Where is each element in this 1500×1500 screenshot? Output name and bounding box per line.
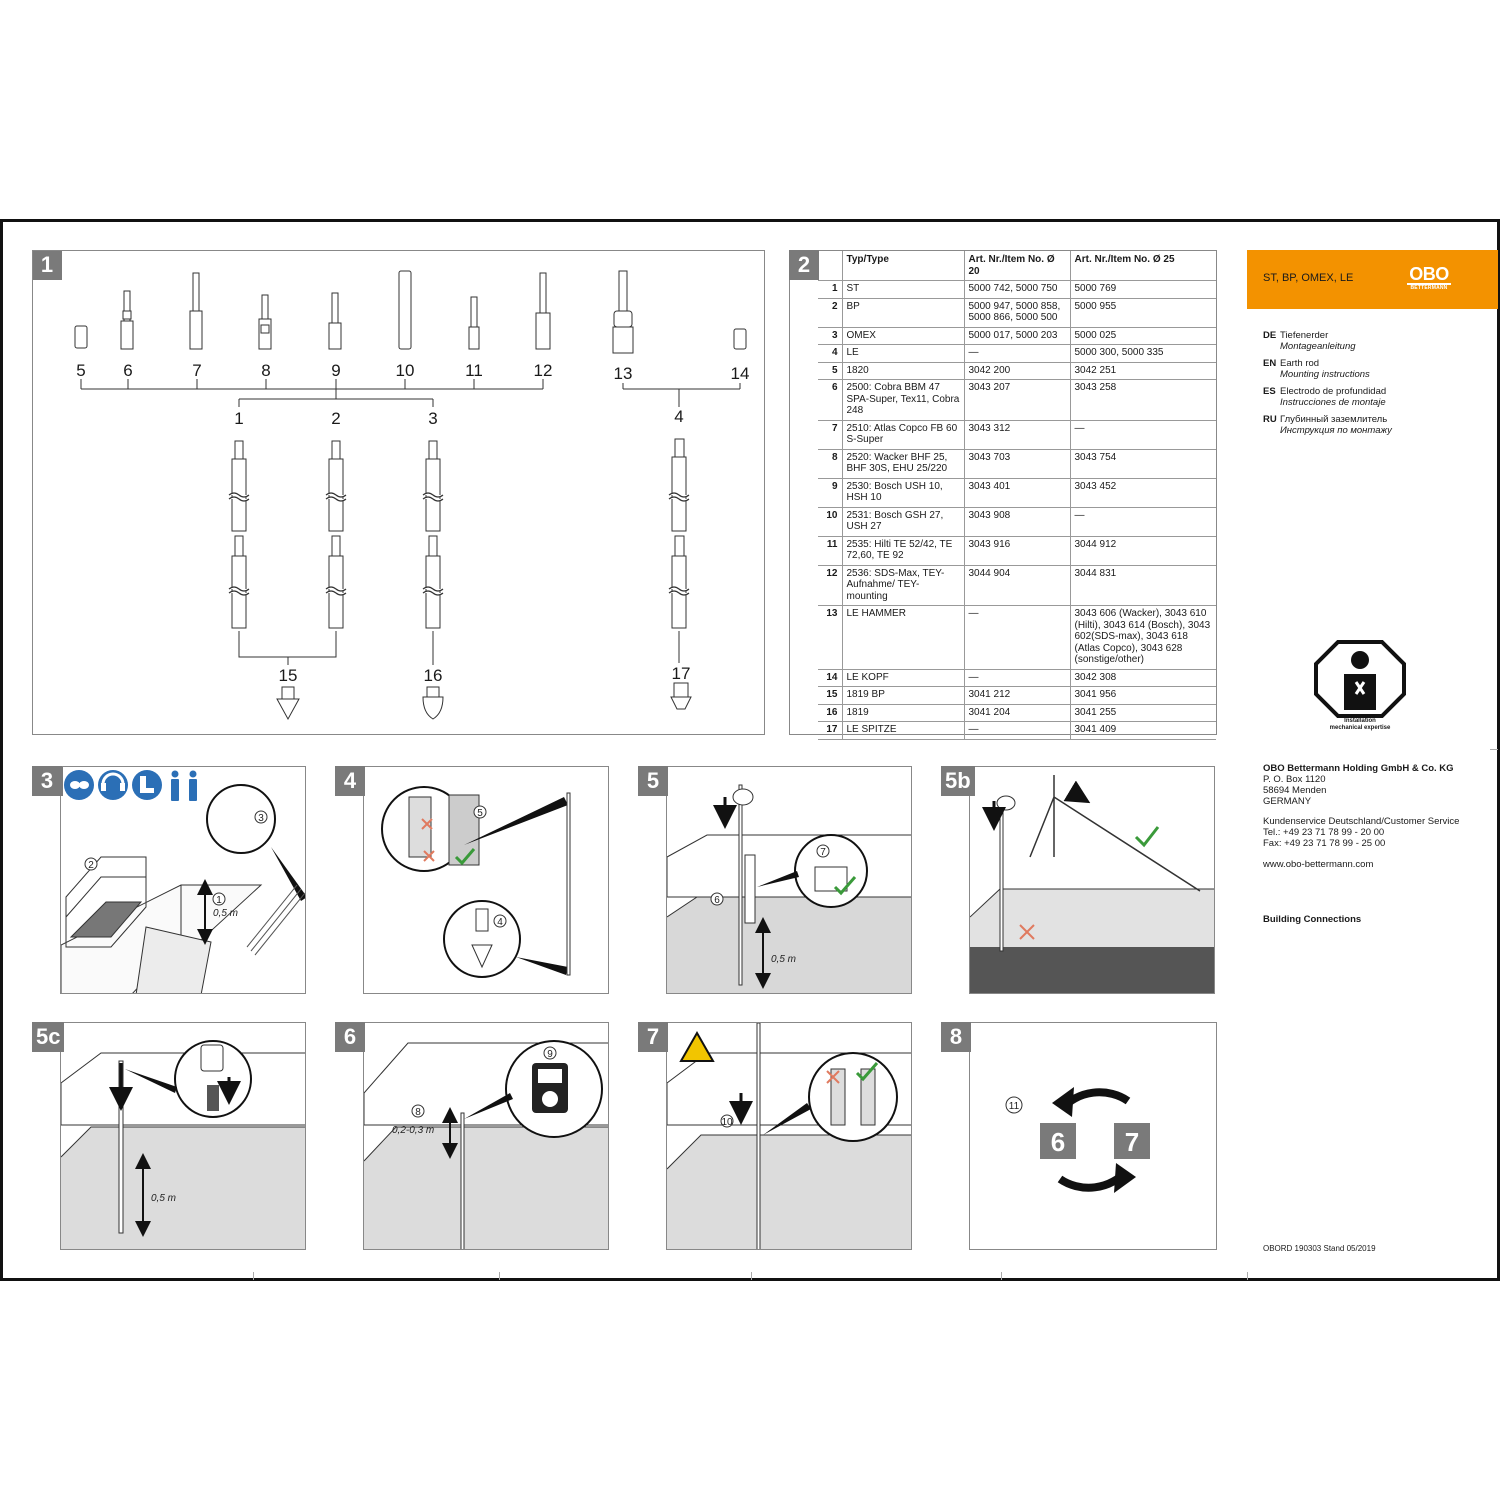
label-8: 8 — [261, 361, 271, 380]
table-cell-d25: 3042 251 — [1070, 362, 1216, 380]
table-cell-d20: 5000 017, 5000 203 — [964, 327, 1070, 345]
step-5-panel — [666, 766, 912, 994]
table-cell-n: 1 — [818, 281, 842, 299]
table-cell-d20: 3043 703 — [964, 449, 1070, 478]
table-row — [818, 362, 1216, 380]
circle-4: 4 — [497, 917, 503, 928]
step-number: 5c — [32, 1022, 64, 1052]
circle-3: 3 — [258, 813, 264, 824]
step-7-panel — [666, 1022, 912, 1250]
check-icon — [1136, 827, 1158, 845]
label-17: 17 — [671, 664, 691, 683]
table-row — [818, 704, 1216, 722]
table-cell-type: 2535: Hilti TE 52/42, TE 72,60, TE 92 — [842, 536, 964, 565]
table-cell-d20: 3041 204 — [964, 704, 1070, 722]
circle-8: 8 — [415, 1107, 421, 1118]
table-cell-type: LE SPITZE — [842, 722, 964, 740]
table-row — [818, 327, 1216, 345]
table-row — [818, 345, 1216, 363]
website-link[interactable]: www.obo-bettermann.com — [1263, 859, 1374, 870]
depth-label: 0,5 m — [213, 908, 239, 919]
label-10: 10 — [395, 361, 415, 380]
table-cell-d25: 3043 754 — [1070, 449, 1216, 478]
step-5b-drawing — [970, 767, 1215, 994]
label-12: 12 — [533, 361, 553, 380]
adapter-14 — [734, 329, 746, 349]
table-row — [818, 722, 1216, 740]
table-cell-d20: — — [964, 669, 1070, 687]
step-number: 7 — [638, 1022, 668, 1052]
adapter-7 — [193, 273, 199, 311]
table-cell-n: 9 — [818, 478, 842, 507]
table-cell-d25: 3041 409 — [1070, 722, 1216, 740]
table-cell-n: 7 — [818, 420, 842, 449]
table-cell-d20: 3043 908 — [964, 507, 1070, 536]
table-cell-d20: 3043 207 — [964, 380, 1070, 421]
address-city: 58694 Menden — [1263, 785, 1327, 796]
company-name: OBO Bettermann Holding GmbH & Co. KG — [1263, 763, 1454, 774]
tip-16 — [423, 687, 443, 719]
parts-table — [818, 251, 1216, 740]
step-6-panel — [363, 1022, 609, 1250]
table-cell-d20: 3043 312 — [964, 420, 1070, 449]
header-number — [818, 251, 842, 281]
table-row — [818, 281, 1216, 299]
circle-5: 5 — [477, 808, 483, 819]
label-3: 3 — [428, 409, 438, 428]
adapter-10 — [399, 271, 411, 349]
two-persons-icon — [171, 771, 197, 802]
table-cell-d25: 3041 255 — [1070, 704, 1216, 722]
table-cell-d25: 3044 912 — [1070, 536, 1216, 565]
table-cell-d25: 3043 452 — [1070, 478, 1216, 507]
rod-3 — [426, 441, 440, 628]
crop-mark — [499, 1272, 500, 1280]
table-cell-type: 1820 — [842, 362, 964, 380]
table-cell-d25: — — [1070, 507, 1216, 536]
label-6: 6 — [123, 361, 133, 380]
rod-4 — [672, 439, 686, 628]
step-number: 8 — [941, 1022, 971, 1052]
tip-17 — [671, 683, 691, 709]
table-cell-d25: 5000 025 — [1070, 327, 1216, 345]
crop-mark — [751, 1272, 752, 1280]
circle-9: 9 — [547, 1049, 553, 1060]
step-5-drawing — [667, 767, 912, 994]
table-cell-n: 8 — [818, 449, 842, 478]
table-cell-n: 13 — [818, 606, 842, 670]
step-8-panel — [969, 1022, 1217, 1250]
table-cell-d25: 5000 955 — [1070, 298, 1216, 327]
label-15: 15 — [278, 666, 298, 685]
table-row — [818, 536, 1216, 565]
customer-service: Kundenservice Deutschland/Customer Service — [1263, 816, 1460, 827]
adapter-8 — [262, 295, 268, 319]
table-cell-type: 2510: Atlas Copco FB 60 S-Super — [842, 420, 964, 449]
fax-number: Fax: +49 23 71 78 99 - 25 00 — [1263, 838, 1386, 849]
table-cell-d25: 3043 606 (Wacker), 3043 610 (Hilti), 3043 614 (Bosch), 3043 602(SDS-max), 3043 618 (Atlas Copco), 3043 628 (sonstige/other) — [1070, 606, 1216, 670]
safety-icons — [63, 768, 205, 802]
step-7-drawing — [667, 1023, 912, 1250]
phone-number: Tel.: +49 23 71 78 99 - 20 00 — [1263, 827, 1385, 838]
adapter-5 — [75, 326, 87, 348]
table-cell-d20: 3044 904 — [964, 565, 1070, 606]
table-cell-d20: 5000 947, 5000 858, 5000 866, 5000 500 — [964, 298, 1070, 327]
circle-1: 1 — [216, 895, 222, 906]
circle-2: 2 — [88, 860, 94, 871]
table-row — [818, 669, 1216, 687]
label-2: 2 — [331, 409, 341, 428]
label-14: 14 — [730, 364, 750, 383]
step-number: 2 — [789, 250, 819, 280]
product-title: ST, BP, OMEX, LE — [1263, 272, 1354, 284]
header-d25: Art. Nr./Item No. Ø 25 — [1070, 251, 1216, 281]
obo-logo: OBO BETTERMANN — [1407, 265, 1451, 292]
step-4-panel — [363, 766, 609, 994]
warning-icon — [681, 1033, 713, 1061]
table-cell-d25: 3042 308 — [1070, 669, 1216, 687]
step-7-tile-label: 7 — [1124, 1127, 1140, 1157]
table-cell-d20: — — [964, 606, 1070, 670]
safety-boots-icon — [132, 770, 162, 800]
table-row — [818, 298, 1216, 327]
table-row — [818, 478, 1216, 507]
label-11: 11 — [465, 361, 483, 380]
table-cell-type: 2536: SDS-Max, TEY-Aufnahme/ TEY-mounting — [842, 565, 964, 606]
crop-mark — [1490, 749, 1498, 750]
table-cell-n: 14 — [818, 669, 842, 687]
table-cell-d20: 5000 742, 5000 750 — [964, 281, 1070, 299]
table-row — [818, 565, 1216, 606]
label-4: 4 — [674, 407, 684, 426]
depth-label: 0,2-0,3 m — [392, 1125, 435, 1136]
table-cell-type: 2500: Cobra BBM 47 SPA-Super, Tex11, Cobra 248 — [842, 380, 964, 421]
table-cell-type: LE KOPF — [842, 669, 964, 687]
table-cell-d25: — — [1070, 420, 1216, 449]
table-cell-d20: — — [964, 345, 1070, 363]
table-cell-n: 10 — [818, 507, 842, 536]
table-cell-n: 12 — [818, 565, 842, 606]
table-cell-d20: — — [964, 722, 1070, 740]
rod-2 — [329, 441, 343, 628]
label-7: 7 — [192, 361, 202, 380]
depth-label: 0,5 m — [771, 954, 797, 965]
table-row — [818, 507, 1216, 536]
step-6-tile-label: 6 — [1050, 1127, 1066, 1157]
step-number: 4 — [335, 766, 365, 796]
expertise-caption: Installation mechanical expertise — [1329, 718, 1391, 731]
table-cell-n: 17 — [818, 722, 842, 740]
step-number: 3 — [32, 766, 62, 796]
table-cell-d20: 3042 200 — [964, 362, 1070, 380]
depth-label: 0,5 m — [151, 1193, 177, 1204]
step-number: 5b — [941, 766, 975, 796]
adapter-9 — [332, 293, 338, 323]
installer-expertise-icon — [1314, 640, 1406, 718]
circle-7: 7 — [820, 847, 826, 858]
crop-mark — [253, 1272, 254, 1280]
table-row — [818, 380, 1216, 421]
table-row — [818, 687, 1216, 705]
label-1: 1 — [234, 409, 244, 428]
crop-mark — [1001, 1272, 1002, 1280]
address-country: GERMANY — [1263, 796, 1312, 807]
header-type: Typ/Type — [842, 251, 964, 281]
header-d20: Art. Nr./Item No. Ø 20 — [964, 251, 1070, 281]
step-6-drawing — [364, 1023, 609, 1250]
table-cell-type: LE HAMMER — [842, 606, 964, 670]
brand-bar — [1247, 250, 1498, 309]
table-row — [818, 420, 1216, 449]
label-13: 13 — [613, 364, 633, 383]
adapter-11 — [471, 297, 477, 327]
table-cell-type: ST — [842, 281, 964, 299]
table-cell-n: 2 — [818, 298, 842, 327]
table-cell-d20: 3043 401 — [964, 478, 1070, 507]
label-9: 9 — [331, 361, 341, 380]
table-cell-type: LE — [842, 345, 964, 363]
table-row — [818, 606, 1216, 670]
table-cell-n: 11 — [818, 536, 842, 565]
overview-panel — [32, 250, 765, 735]
table-cell-type: 1819 — [842, 704, 964, 722]
table-cell-d25: 3044 831 — [1070, 565, 1216, 606]
overview-drawing — [33, 251, 765, 735]
adapter-13 — [619, 271, 627, 311]
table-cell-n: 15 — [818, 687, 842, 705]
division-label: Building Connections — [1263, 914, 1362, 925]
table-cell-type: 2520: Wacker BHF 25, BHF 30S, EHU 25/220 — [842, 449, 964, 478]
circle-11: 11 — [1008, 1101, 1020, 1112]
table-cell-d25: 3043 258 — [1070, 380, 1216, 421]
table-cell-type: BP — [842, 298, 964, 327]
table-cell-n: 16 — [818, 704, 842, 722]
address-box: P. O. Box 1120 — [1263, 774, 1326, 785]
step-5c-panel — [60, 1022, 306, 1250]
table-cell-n: 5 — [818, 362, 842, 380]
table-cell-type: 2530: Bosch USH 10, HSH 10 — [842, 478, 964, 507]
table-cell-d20: 3041 212 — [964, 687, 1070, 705]
document-code: OBORD 190303 Stand 05/2019 — [1263, 1244, 1376, 1253]
table-cell-n: 3 — [818, 327, 842, 345]
table-cell-type: 2531: Bosch GSH 27, USH 27 — [842, 507, 964, 536]
parts-table-panel — [789, 250, 1217, 735]
table-cell-d25: 5000 300, 5000 335 — [1070, 345, 1216, 363]
circle-10: 10 — [721, 1117, 733, 1128]
table-row — [818, 449, 1216, 478]
label-5: 5 — [76, 361, 86, 380]
step-number: 1 — [32, 250, 62, 280]
step-number: 6 — [335, 1022, 365, 1052]
table-cell-type: OMEX — [842, 327, 964, 345]
table-cell-n: 6 — [818, 380, 842, 421]
crop-mark — [1247, 1272, 1248, 1280]
tip-15 — [277, 687, 299, 719]
table-cell-type: 1819 BP — [842, 687, 964, 705]
label-16: 16 — [423, 666, 443, 685]
table-cell-n: 4 — [818, 345, 842, 363]
step-8-drawing — [970, 1023, 1217, 1250]
circle-6: 6 — [714, 895, 720, 906]
adapter-12 — [540, 273, 546, 313]
table-cell-d25: 5000 769 — [1070, 281, 1216, 299]
step-number: 5 — [638, 766, 668, 796]
step-5c-drawing — [61, 1023, 306, 1250]
step-4-drawing — [364, 767, 609, 994]
step-5b-panel — [969, 766, 1215, 994]
table-header-row — [818, 251, 1216, 281]
table-body — [818, 281, 1216, 740]
rod-1 — [232, 441, 246, 628]
table-cell-d20: 3043 916 — [964, 536, 1070, 565]
table-cell-d25: 3041 956 — [1070, 687, 1216, 705]
